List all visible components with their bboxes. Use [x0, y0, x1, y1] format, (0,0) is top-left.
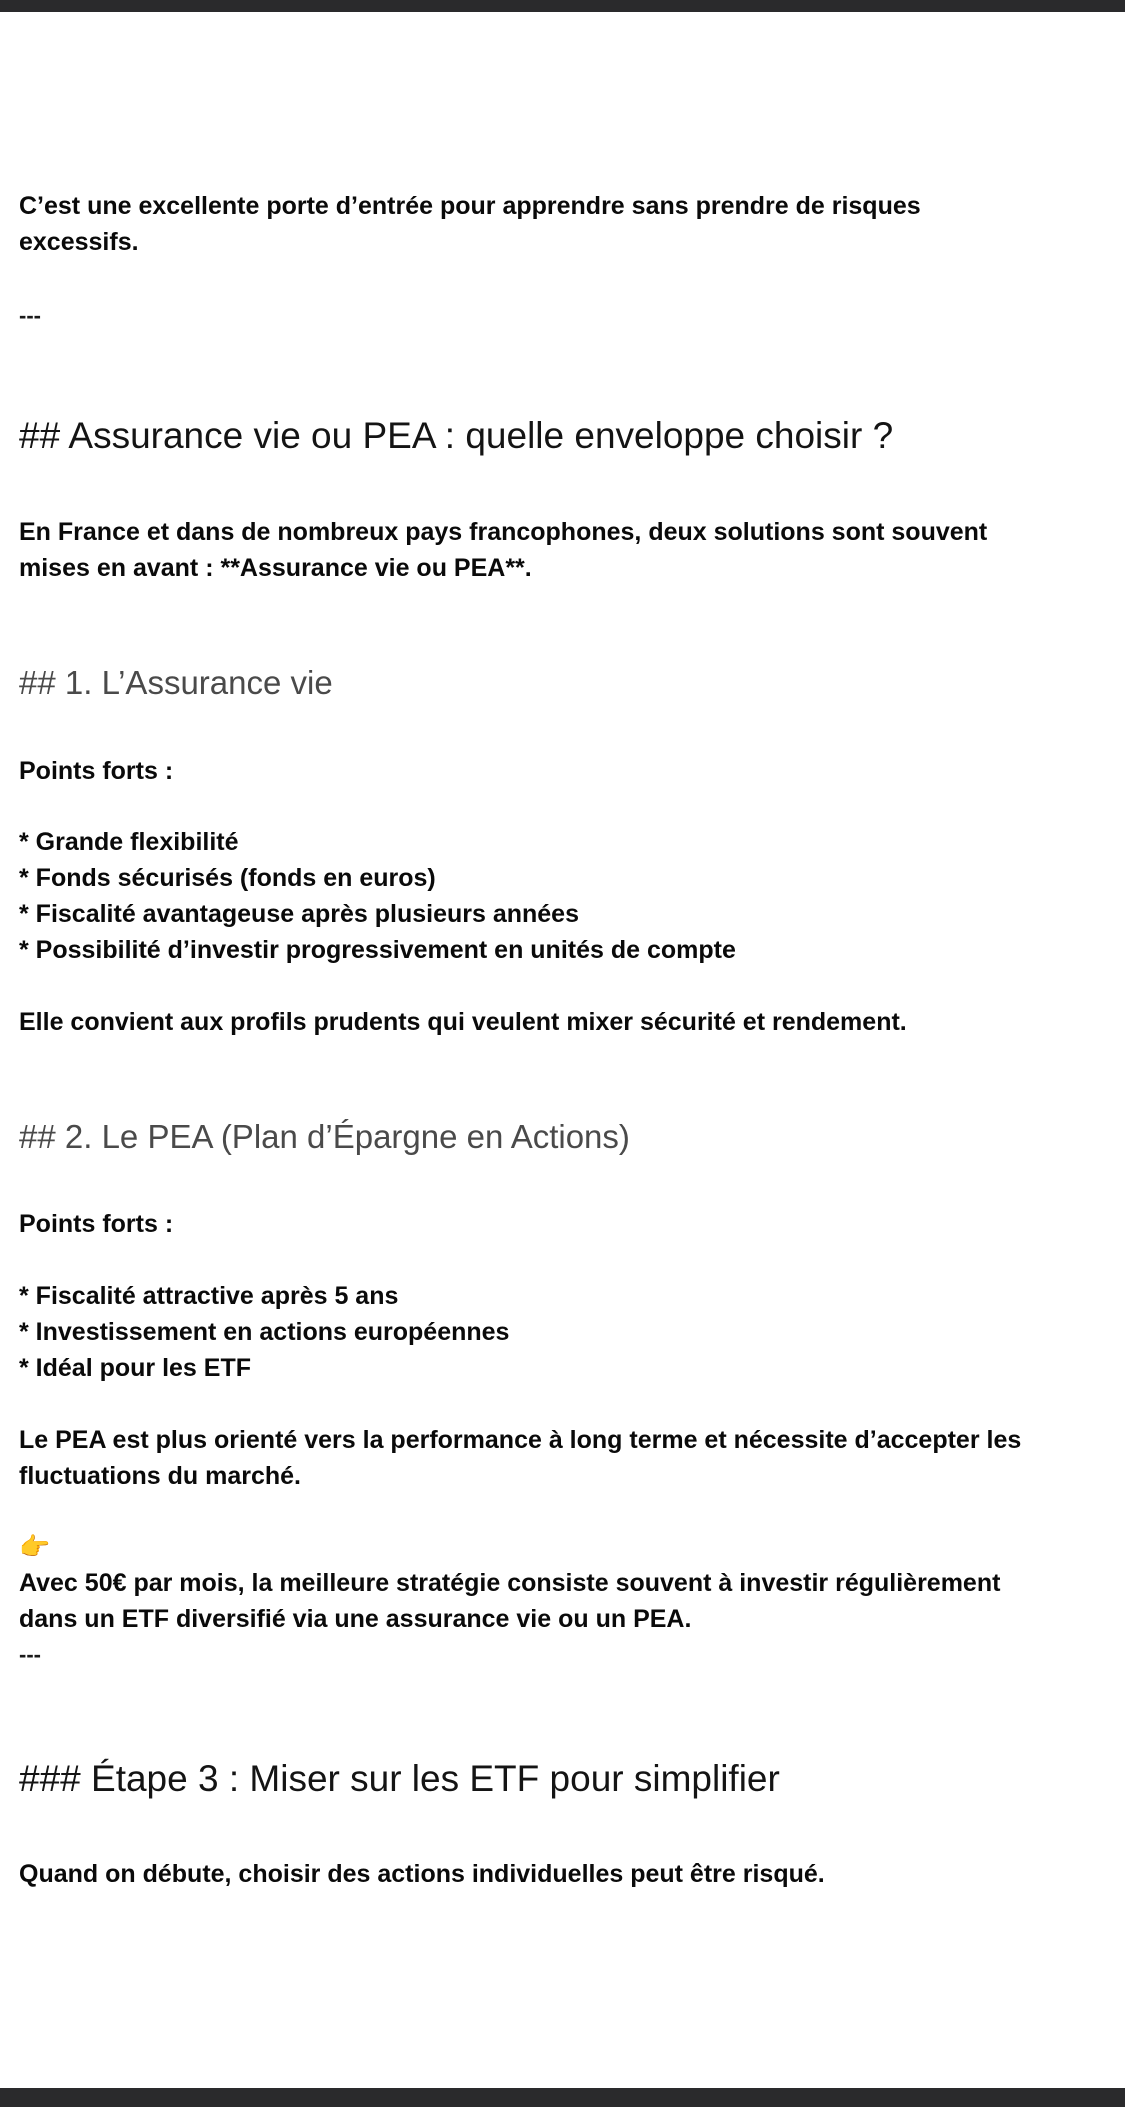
- tip-line-2: dans un ETF diversifié via une assurance vie ou un PEA.: [19, 1605, 692, 1633]
- intro-line-2: excessifs.: [19, 228, 139, 256]
- intro-paragraph: [19, 188, 921, 260]
- pea-conclusion-line-2: fluctuations du marché.: [19, 1462, 301, 1490]
- document-body: [19, 0, 1125, 2088]
- list-item: * Fiscalité avantageuse après plusieurs années: [19, 900, 579, 928]
- heading-envelope: ## Assurance vie ou PEA : quelle enveloppe choisir ?: [19, 415, 894, 456]
- list-item: * Fiscalité attractive après 5 ans: [19, 1282, 399, 1310]
- strengths-label-assurance: Points forts :: [19, 757, 174, 785]
- assurance-conclusion: Elle convient aux profils prudents qui veulent mixer sécurité et rendement.: [19, 1008, 907, 1036]
- bullet-list-pea: [19, 1278, 509, 1386]
- bottom-window-bar: [0, 2088, 1125, 2107]
- separator: ---: [19, 303, 41, 328]
- list-item: * Idéal pour les ETF: [19, 1354, 251, 1382]
- heading-step-3: ### Étape 3 : Miser sur les ETF pour simplifier: [19, 1758, 780, 1799]
- intro-line-1: C’est une excellente porte d’entrée pour apprendre sans prendre de risques: [19, 192, 921, 220]
- step-3-paragraph: Quand on débute, choisir des actions individuelles peut être risqué.: [19, 1860, 825, 1888]
- bullet-list-assurance: [19, 824, 736, 968]
- pointing-hand-icon: 👉: [19, 1533, 51, 1561]
- strengths-label-pea: Points forts :: [19, 1210, 174, 1238]
- separator: ---: [19, 1642, 41, 1667]
- list-item: * Fonds sécurisés (fonds en euros): [19, 864, 436, 892]
- tip-paragraph: [19, 1529, 1000, 1637]
- tip-line-1: [19, 1529, 1000, 1601]
- pea-conclusion-line-1: Le PEA est plus orienté vers la performance à long terme et nécessite d’accepter les: [19, 1426, 1022, 1454]
- envelope-line-1: En France et dans de nombreux pays francophones, deux solutions sont souvent: [19, 518, 988, 546]
- tip-line-1-text: Avec 50€ par mois, la meilleure stratégie consiste souvent à investir régulièrement: [19, 1569, 1001, 1597]
- list-item: * Grande flexibilité: [19, 828, 239, 856]
- envelope-paragraph: [19, 514, 987, 586]
- heading-assurance-vie: ## 1. L’Assurance vie: [19, 664, 333, 701]
- pea-conclusion: [19, 1422, 1021, 1494]
- envelope-line-2: mises en avant : **Assurance vie ou PEA**.: [19, 554, 532, 582]
- list-item: * Investissement en actions européennes: [19, 1318, 510, 1346]
- list-item: * Possibilité d’investir progressivement en unités de compte: [19, 936, 736, 964]
- heading-pea: ## 2. Le PEA (Plan d’Épargne en Actions): [19, 1118, 630, 1155]
